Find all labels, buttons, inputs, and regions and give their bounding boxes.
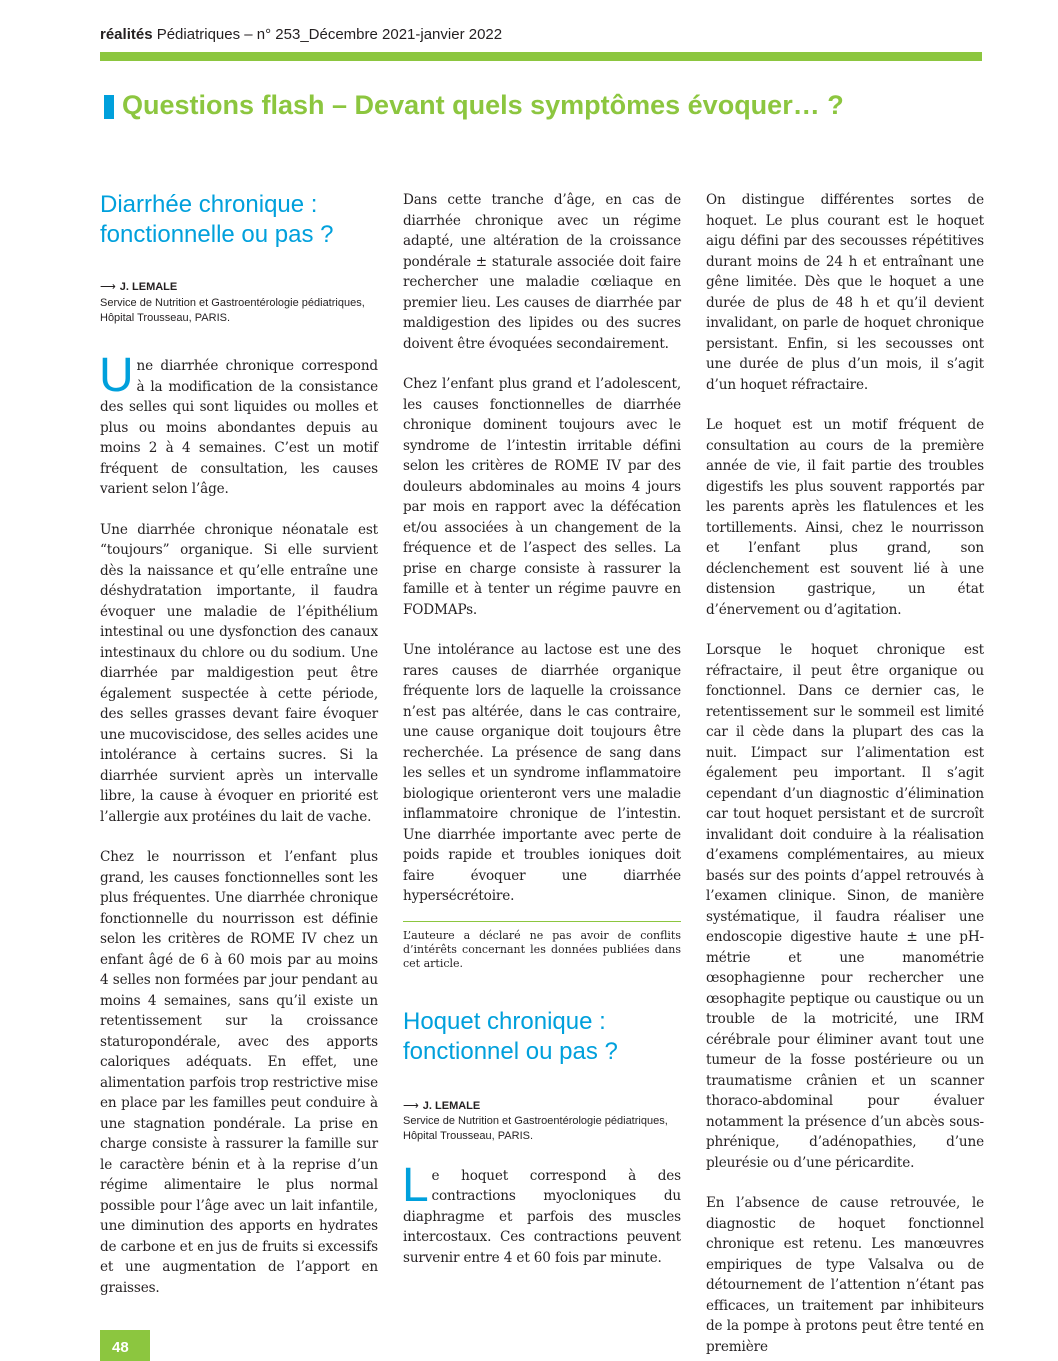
article2-author-line bbox=[403, 1099, 681, 1112]
arrow-icon: ⟶ bbox=[100, 281, 116, 293]
article1-p1-text: ne diarrhée chronique correspond à la modification de la consistance des selles qui sont liquides ou molles et plus ou moins abondantes depuis au moins 2 à 4 semaines. C’est un motif fréquent de consultation, les causes varient selon l’âge. bbox=[100, 358, 378, 497]
article2-heading: Hoquet chronique : fonctionnel ou pas ? bbox=[403, 1007, 618, 1065]
article2-author: J. LEMALE bbox=[422, 1099, 481, 1112]
article1-author-line bbox=[100, 280, 378, 293]
article2-p1-text: e hoquet correspond à des contractions myocloniques du diaphragme et parfois des muscles intercostaux. Ces contractions peuvent survenir entre 4 et 60 fois par minute. bbox=[403, 1167, 681, 1266]
article1-heading: Diarrhée chronique : fonctionnelle ou pas ? bbox=[100, 191, 334, 248]
article1-affiliation: Service de Nutrition et Gastroentérologie pédiatriques, Hôpital Trousseau, PARIS. bbox=[100, 297, 365, 324]
article2-paragraph-5: En l’absence de cause retrouvée, le diagnostic de hoquet fonctionnel chronique est retenu. Les manœuvres empiriques de type Valsalva ou de détournement de l’attention n’étant pas efficaces, un traitement par inhibiteurs de la pompe à protons peut être tenté en première bbox=[706, 1195, 984, 1355]
page-title: Questions flash – Devant quels symptômes évoquer… ? bbox=[122, 90, 844, 120]
title-marker bbox=[104, 95, 114, 119]
article1-paragraph-4: Dans cette tranche d’âge, en cas de diarrhée chronique avec un régime adapté, une altération de la croissance pondérale ± staturale associée doit faire rechercher une maladie cœliaque en premier lieu. Les causes de diarrhée par maldigestion des lipides ou des sucres doivent être évoquées secondairement. bbox=[403, 192, 681, 352]
article2-dropcap: L bbox=[402, 1158, 429, 1212]
journal-brand: réalités bbox=[100, 26, 153, 43]
article2-paragraph-4: Lorsque le hoquet chronique est réfractaire, il peut être organique ou fonctionnel. Dans ce dernier cas, le retentissement sur le sommeil est limité car il cède dans la plupart des cas la nuit. L’impact sur l’alimentation est également peu important. Il s’agit cependant d’un diagnostic d’élimination car tout hoquet persistant et de surcroît invalidant doit conduire à la réalisation d’examens complémentaires, au mieux basés sur des points d’appel retrouvés à l’examen clinique. Sinon, de manière systématique, il faudra réaliser une endoscopie digestive haute ± une pH-métrie et une manométrie œsophagienne pour rechercher une œsophagite peptique ou caustique ou un trouble de la motricité, une IRM cérébrale pour éliminer avant tout une tumeur de la fosse postérieure ou un traumatisme crânien et un scanner thoraco-abdominal pour évaluer notamment la présence d’un abcès sous-phrénique, d’adénopathies, d’une pleurésie ou d’une péricardite. bbox=[706, 642, 984, 1171]
conflict-of-interest-note: L’auteure a déclaré ne pas avoir de conflits d’intérêts concernant les données publiées dans cet article. bbox=[403, 928, 681, 970]
article1-paragraph-5: Chez l’enfant plus grand et l’adolescent, les causes fonctionnelles de diarrhée chronique dominent toujours avec le syndrome de l’intestin irritable défini selon les critères de ROME IV par des douleurs abdominales au moins 4 jours par mois en rapport avec la défécation et/ou associées à un changement de la fréquence et de l’aspect des selles. La prise en charge consiste à rassurer la famille et à tenter un régime pauvre en FODMAPs. bbox=[403, 376, 681, 618]
header-rule bbox=[100, 52, 982, 61]
column-2 bbox=[403, 190, 681, 1268]
article1-paragraph-2: Une diarrhée chronique néonatale est “toujours” organique. Si elle survient dès la naissance et qu’elle entraîne une déshydratation importante, il faudra évoquer une maladie de l’épithélium intestinal ou une dysfonction des canaux intestinaux du chlore ou du sodium. Une diarrhée par maldigestion peut être également suspectée à cette période, des selles grasses devant faire évoquer une mucoviscidose, des selles acides une intolérance à certains sucres. Si la diarrhée survient après un intervalle libre, la cause à évoquer en priorité est l’allergie aux protéines du lait de vache. bbox=[100, 521, 378, 825]
article2-paragraph-2: On distingue différentes sortes de hoquet. Le plus courant est le hoquet aigu défini par des secousses répétitives durant moins de 24 h et entraînant une gêne limitée. Dès que le hoquet a une durée de plus de 48 h et qu’il devient invalidant, on parle de hoquet chronique persistant. Enfin, si les secousses ont une durée de plus d’un mois, il s’agit d’un hoquet réfractaire. bbox=[706, 192, 984, 393]
article1-paragraph-3: Chez le nourrisson et l’enfant plus grand, les causes fonctionnelles sont les plus fréquentes. Une diarrhée chronique fonctionnelle du nourrisson est définie selon les critères de ROME IV chez un enfant âgé de 6 à 60 mois par au moins 4 selles non formées par jour pendant au moins 4 semaines, sans qu’il existe un retentissement sur la croissance staturopondérale, avec des apports caloriques adéquats. En effet, une alimentation parfois trop restrictive mise en place par les familles peut conduire à une stagnation pondérale. La prise en charge consiste à rassurer la famille sur le caractère bénin et à la reprise d’un régime alimentaire le plus normal possible pour l’âge avec un lait infantile, une diminution des apports en hydrates de carbone et en jus de fruits si excessifs et une augmentation de l’apport en graisses. bbox=[100, 849, 378, 1296]
running-head bbox=[100, 26, 502, 43]
article2-paragraph-3: Le hoquet est un motif fréquent de consultation au cours de la première année de vie, il fait partie des troubles digestifs les plus souvent rapportés par les parents après les flatulences et les tortillements. Ainsi, chez le nourrisson et l’enfant plus grand, son déclenchement est souvent lié à une distension gastrique, un état d’énervement ou d’agitation. bbox=[706, 417, 984, 618]
article1-dropcap: U bbox=[99, 349, 134, 402]
article1-paragraph-1 bbox=[99, 349, 378, 500]
note-divider bbox=[403, 921, 681, 922]
article1-author: J. LEMALE bbox=[119, 281, 178, 293]
page-number: 48 bbox=[100, 1330, 150, 1361]
article2-affiliation: Service de Nutrition et Gastroentérologie pédiatriques, Hôpital Trousseau, PARIS. bbox=[403, 1114, 668, 1142]
article1-paragraph-6: Une intolérance au lactose est une des rares causes de diarrhée organique fréquente lors de laquelle la croissance n’est pas altérée, dans le cas contraire, une cause organique doit toujours être recherchée. La présence de sang dans les selles et un syndrome inflammatoire biologique orienteront vers une maladie inflammatoire chronique de l’intestin. Une diarrhée importante avec perte de poids rapide et troubles ioniques doit faire évoquer une diarrhée hypersécrétoire. bbox=[403, 642, 681, 904]
column-3 bbox=[706, 190, 984, 1357]
article2-paragraph-1 bbox=[402, 1158, 681, 1269]
arrow-icon: ⟶ bbox=[403, 1099, 419, 1112]
column-1 bbox=[100, 190, 378, 1298]
journal-issue: Pédiatriques – n° 253_Décembre 2021-janvier 2022 bbox=[152, 26, 503, 43]
